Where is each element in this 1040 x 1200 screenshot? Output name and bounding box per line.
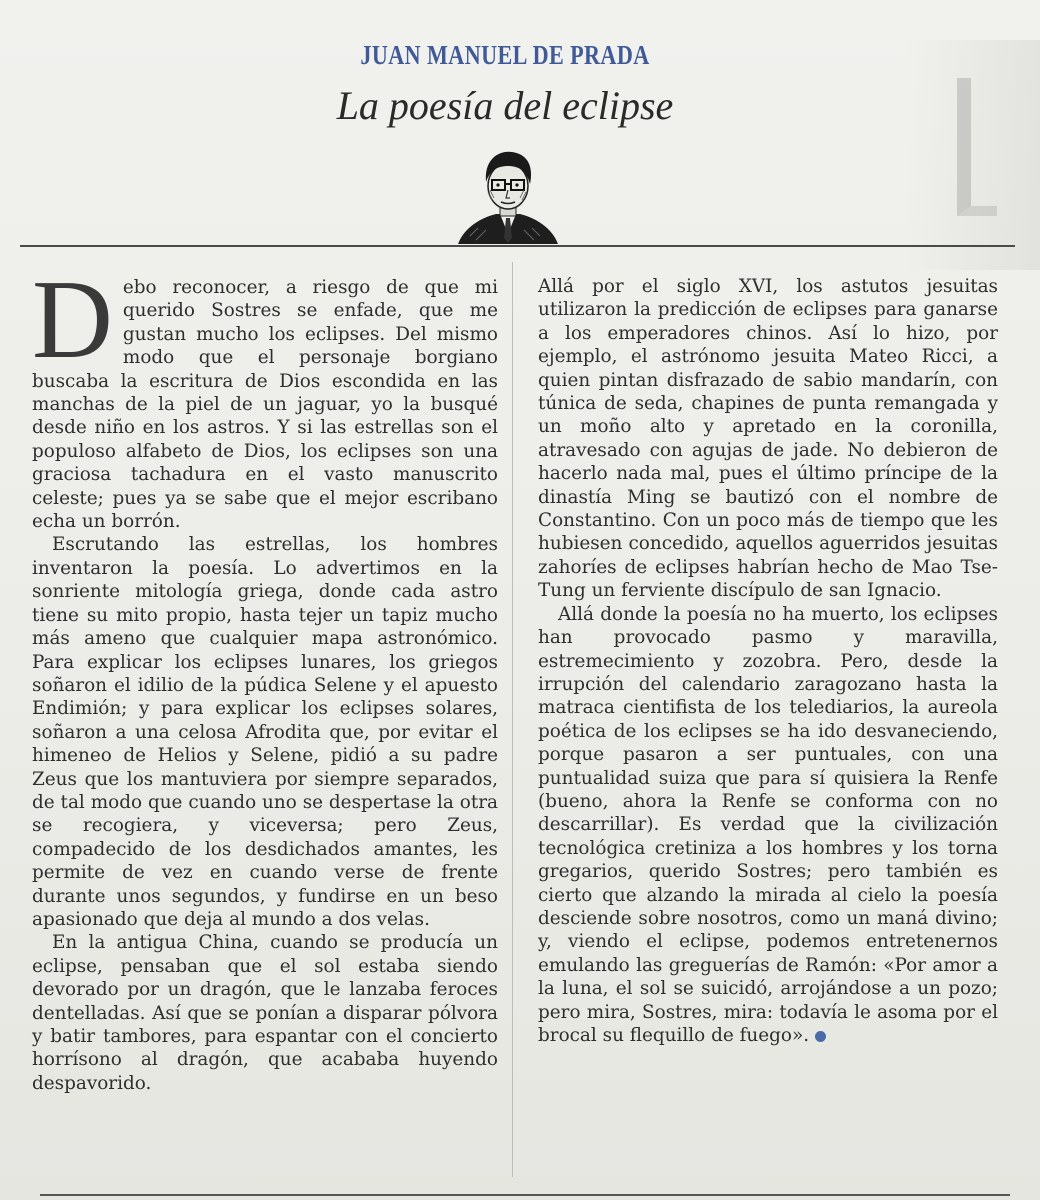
header-rule <box>20 245 1015 247</box>
bleed-through-background <box>905 40 1040 270</box>
article-headline: La poesía del eclipse <box>336 83 674 128</box>
article-paragraph <box>32 258 498 533</box>
footer-rule <box>40 1194 1010 1196</box>
paragraph-text: ebo reconocer, a riesgo de que mi querido Sostres se enfade, que me gustan mucho los eclipses. Del mismo modo que el personaje borgiano buscaba la escritura de Dios escondida en las manchas de la piel de un jaguar, yo la busqué desde niño en los astros. Y si las estrellas son el populoso alfabeto de Dios, los eclipses son una graciosa tachadura en el vasto manuscrito celeste; pues ya se sabe que el mejor escribano echa un borrón. <box>32 277 498 533</box>
article-paragraph <box>538 603 998 1048</box>
article-column-right <box>538 275 998 1047</box>
paragraph-text: Allá donde la poesía no ha muerto, los eclipses han provocado pasmo y maravilla, estremecimiento y zozobra. Pero, desde la irrupción del calendario zaragozano hasta la matraca cientifista de los telediarios, la aureola poética de los eclipses se ha ido desvaneciendo, porque pasaron a ser puntuales, con una puntualidad suiza que para sí quisiera la Renfe (bueno, ahora la Renfe se conforma con no descarrillar). Es verdad que la civilización tecnológica cretiniza a los hombres y los torna gregarios, querido Sostres; pero también es cierto que alzando la mirada al cielo la poesía desciende sobre nosotros, como un maná divino; y, viendo el eclipse, podemos entretenernos emulando las greguerías de Ramón: «Por amor a la luna, el sol se suicidó, arrojándose a un pozo; pero mira, Sostres, mira: todavía le asoma por el brocal su flequillo de fuego». <box>538 603 998 1046</box>
article-paragraph: Escrutando las estrellas, los hombres inventaron la poesía. Lo advertimos en la sonriente mitología griega, donde cada astro tiene su mito propio, hasta tejer un tapiz mucho más ameno que cualquier mapa astronómico. Para explicar los eclipses lunares, los griegos soñaron el idilio de la púdica Selene y el apuesto Endimión; y para explicar los eclipses solares, soñaron a una celosa Afrodita que, por evitar el himeneo de Helios y Selene, pidió a su padre Zeus que los mantuviera por siempre separados, de tal modo que cuando uno se despertase la otra se recogiera, y viceversa; pero Zeus, compadecido de los desdichados amantes, les permite de vez en cuando verse de frente durante unos segundos, y fundirse en un beso apasionado que deja al mundo a dos velas. <box>32 534 498 930</box>
article-paragraph: Allá por el siglo XVI, los astutos jesuitas utilizaron la predicción de eclipses para ganarse a los emperadores chinos. Así lo hizo, por ejemplo, el astrónomo jesuita Mateo Ricci, a quien pintan disfrazado de sabio mandarín, con túnica de seda, chapines de punta remangada y un moño alto y apretado en la coronilla, atravesado con agujas de jade. No debieron de hacerlo nada mal, pues el último príncipe de la dinastía Ming se bautizó con el nombre de Constantino. Con un poco más de tiempo que les hubiesen concedido, aquellos aguerridos jesuitas zahoríes de eclipses habrían hecho de Mao Tse-Tung un ferviente discípulo de san Ignacio. <box>538 276 998 602</box>
author-byline: JUAN MANUEL DE PRADA <box>360 40 650 70</box>
article-paragraph: En la antigua China, cuando se producía un eclipse, pensaban que el sol estaba siendo devorado por un dragón, que le lanzaba feroces dentelladas. Así que se ponían a disparar pólvora y batir tambores, para espantar con el concierto horrísono al dragón, que acababa huyendo despavorido. <box>32 932 498 1094</box>
column-divider <box>512 262 513 1177</box>
author-caricature-icon <box>456 148 560 246</box>
article-column-left <box>32 258 498 1095</box>
end-of-article-dot-icon <box>815 1031 826 1042</box>
drop-cap: D <box>32 258 113 382</box>
